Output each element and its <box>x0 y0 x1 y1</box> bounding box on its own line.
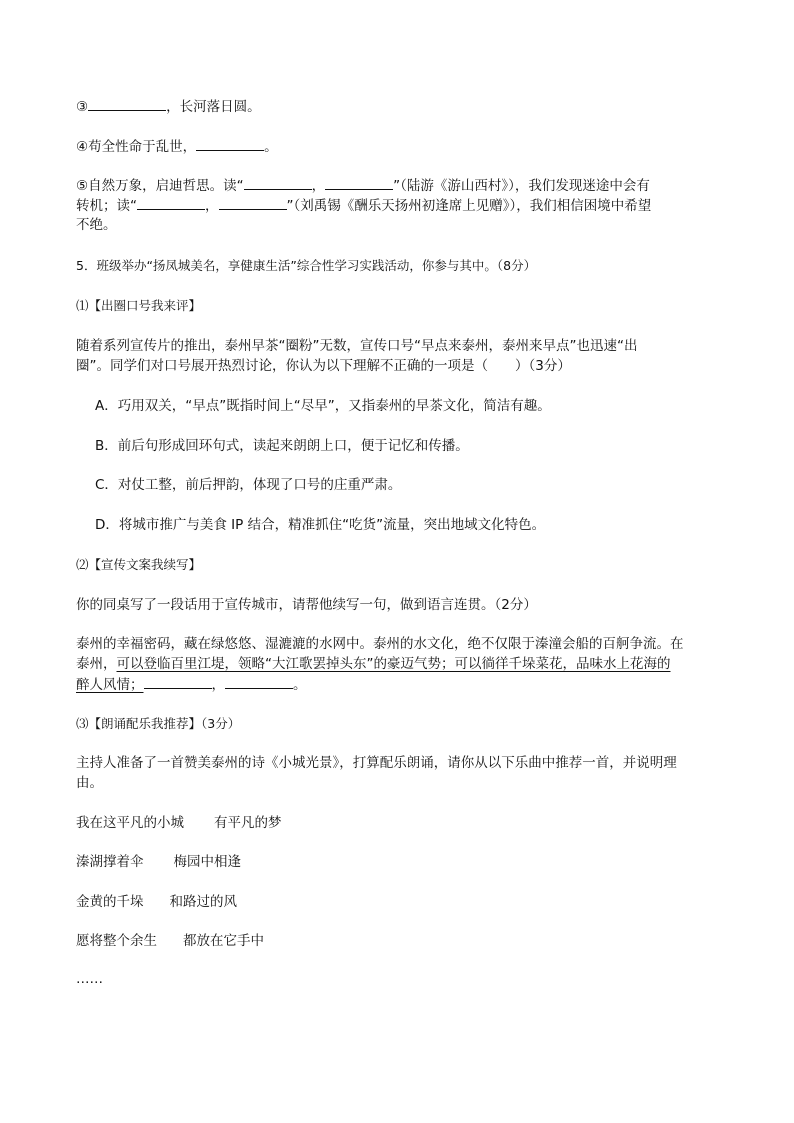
item4-prefix: ④苟全性命于乱世， <box>76 139 197 155</box>
part3-score: （3分） <box>201 716 241 731</box>
part2-paragraph-line1: 泰州的幸福密码，藏在绿悠悠、湿漉漉的水网中。泰州的水文化，绝不仅限于溱潼会船的百舸争流。在 <box>76 636 684 652</box>
poem-phrase: 有平凡的梦 <box>214 815 282 831</box>
underlined-text: 醉人风情； <box>76 677 144 693</box>
part2-paragraph-line3 <box>76 674 307 695</box>
answer-blank[interactable] <box>137 195 205 210</box>
item3-prefix: ③ <box>76 99 89 115</box>
poem-phrase: 梅园中相逢 <box>173 854 241 870</box>
item5-text: ”（陆游《游山西村》），我们发现迷途中会有 <box>393 178 650 194</box>
answer-blank[interactable] <box>88 96 166 111</box>
poem-line <box>76 931 264 951</box>
part2-instruction: 你的同桌写了一段话用于宣传城市，请帮他续写一句，做到语言连贯。（2分） <box>76 597 537 613</box>
item3-suffix: ，长河落日圆。 <box>166 99 261 115</box>
poem-line <box>76 813 282 833</box>
q4-item-4 <box>76 136 278 157</box>
answer-blank[interactable] <box>225 674 293 689</box>
poem-line <box>76 892 237 912</box>
item5-text: ”（刘禹锡《酬乐天扬州初逢席上见赠》），我们相信困境中希望 <box>286 198 652 214</box>
part1-heading: ⑴【出圈口号我来评】 <box>76 298 202 313</box>
option-a[interactable]: A．巧用双关，“早点”既指时间上“尽早”，又指泰州的早茶文化，简洁有趣。 <box>95 398 551 414</box>
poem-phrase: 溱湖撑着伞 <box>76 854 144 870</box>
q4-item-5-line2 <box>76 195 651 216</box>
period: 。 <box>293 677 307 693</box>
poem-phrase: 和路过的风 <box>169 894 237 910</box>
answer-blank[interactable] <box>196 136 264 151</box>
item4-suffix: 。 <box>264 139 278 155</box>
answer-blank[interactable] <box>244 175 312 190</box>
comma: ， <box>205 198 219 214</box>
poem-phrase: 都放在它手中 <box>183 933 264 949</box>
option-d[interactable]: D．将城市推广与美食 IP 结合，精准抓住“吃货”流量，突出地域文化特色。 <box>95 517 546 533</box>
poem-phrase: 金黄的千垛 <box>76 894 144 910</box>
underlined-text: 可以登临百里江堤，领略“大江歌罢掉头东”的豪迈气势；可以徜徉千垛菜花，品味水上花海的 <box>116 656 671 672</box>
item5-text: ⑤自然万象，启迪哲思。读“ <box>76 178 244 194</box>
answer-blank[interactable] <box>325 175 393 190</box>
part1-paragraph-line2: 圈”。同学们对口号展开热烈讨论，你认为以下理解不正确的一项是（ ）（3分） <box>76 358 571 374</box>
q5-title: 5．班级举办“扬凤城美名，享健康生活”综合性学习实践活动，你参与其中。（8分） <box>76 258 537 273</box>
part2-heading: ⑵【宣传文案我续写】 <box>76 557 202 572</box>
part1-paragraph-line1: 随着系列宣传片的推出，泰州早茶“圈粉”无数，宣传口号“早点来泰州，泰州来早点”也迅速“出 <box>76 338 638 354</box>
q4-item-5-line1 <box>76 175 650 196</box>
poem-ellipsis: …… <box>76 971 103 987</box>
answer-blank[interactable] <box>144 674 212 689</box>
text: 泰州， <box>76 656 117 672</box>
q4-item-3 <box>76 96 261 117</box>
option-c[interactable]: C．对仗工整，前后押韵，体现了口号的庄重严肃。 <box>95 477 402 493</box>
part2-paragraph-line2 <box>76 654 671 674</box>
poem-phrase: 我在这平凡的小城 <box>76 815 184 831</box>
poem-phrase: 愿将整个余生 <box>76 933 157 949</box>
option-b[interactable]: B．前后句形成回环句式，读起来朗朗上口，便于记忆和传播。 <box>95 438 469 454</box>
comma: ， <box>311 178 326 194</box>
part3-heading: ⑶【朗诵配乐我推荐】 <box>76 716 202 731</box>
part3-paragraph-line1: 主持人准备了一首赞美泰州的诗《小城光景》，打算配乐朗诵，请你从以下乐曲中推荐一首，并说明理 <box>76 755 677 771</box>
answer-blank[interactable] <box>219 195 287 210</box>
poem-line <box>76 852 241 872</box>
part3-heading-line <box>76 714 240 734</box>
item5-text: 转机；读“ <box>76 198 137 214</box>
part3-paragraph-line2: 由。 <box>76 775 103 791</box>
comma: ， <box>211 677 225 693</box>
q4-item-5-line3: 不绝。 <box>76 217 117 233</box>
